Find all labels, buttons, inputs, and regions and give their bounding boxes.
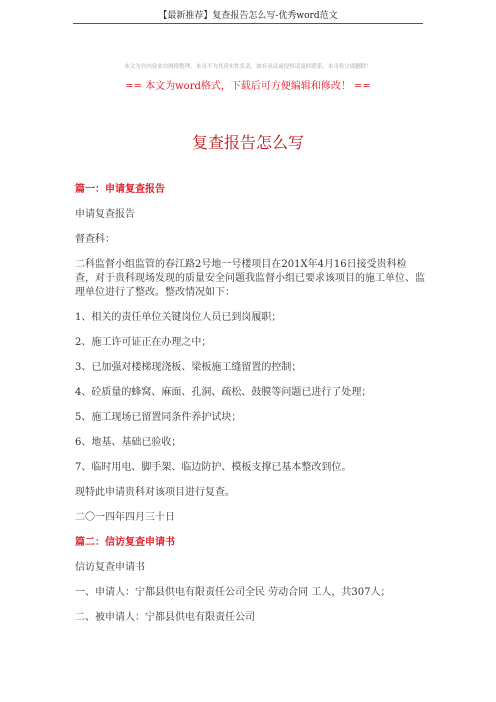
paragraph: 申请复查报告 (75, 209, 135, 220)
list-item: 3、已加强对楼梯现浇板、梁板施工缝留置的控制； (75, 362, 302, 373)
page-header: 【最新推荐】复查报告怎么写-优秀word范文 (158, 11, 338, 21)
paragraph: 信访复查申请书 (75, 562, 145, 573)
format-notice: == 本文为word格式，下载后可方便编辑和修改！ == (125, 81, 371, 92)
section-heading: 篇二：信访复查申请书 (75, 537, 175, 548)
header-divider (73, 23, 423, 24)
list-item: 2、施工许可证正在办理之中； (75, 337, 212, 348)
list-item: 5、施工现场已留置同条件养护试块； (75, 412, 242, 423)
paragraph: 二、被申请人：宁都县供电有限责任公司 (75, 612, 255, 623)
section-heading: 篇一：申请复查报告 (75, 184, 165, 195)
disclaimer-text: 本文为自内容来自网络整理，本司不为其真实性负责，如有异议或侵权请及时联系，本司将立即删除！ (124, 64, 372, 70)
document-title: 复查报告怎么写 (191, 133, 304, 152)
paragraph: 二科监督小组监管的春江路2号地一号楼项目在201X年4月16日接受贵科检查，对于贵科现场发现的质量安全问题我监督小组已要求该项目的施工单位、监理单位进行了整改。整改情况如下： (75, 259, 425, 298)
document-body (75, 183, 425, 636)
paragraph: 督查科： (75, 234, 115, 245)
list-item: 6、地基、基础已验收； (75, 437, 182, 448)
date-line: 二〇一四年四月三十日 (75, 512, 175, 523)
list-item: 4、砼质量的蜂窝、麻面、孔洞、疏松、鼓膜等问题已进行了处理； (75, 387, 372, 398)
list-item: 7、临时用电、脚手架、临边防护、模板支撑已基本整改到位。 (75, 462, 352, 473)
list-item: 1、相关的责任单位关键岗位人员已到岗履职； (75, 312, 282, 323)
paragraph: 现特此申请贵科对该项目进行复查。 (75, 487, 235, 498)
paragraph: 一、申请人：宁都县供电有限责任公司全民 劳动合同 工人，共307人； (75, 587, 391, 598)
